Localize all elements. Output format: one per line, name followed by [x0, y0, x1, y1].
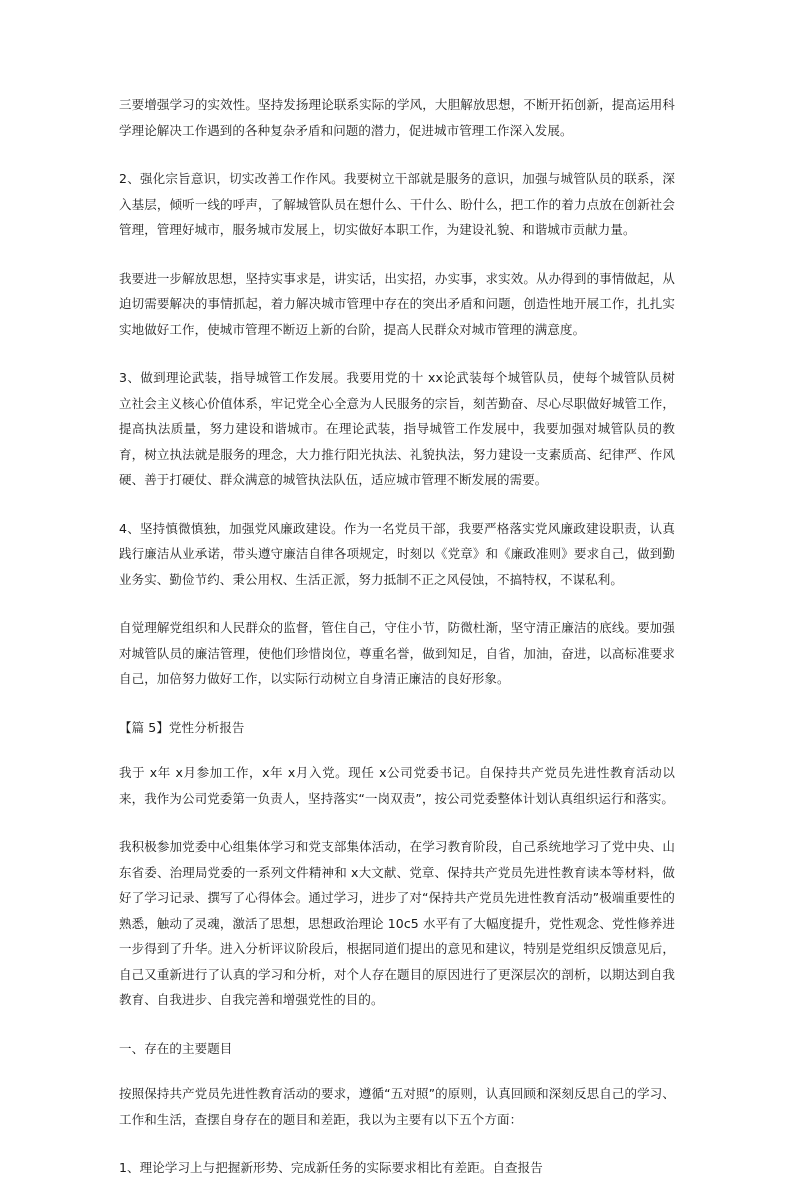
- section-heading-party-report: 【篇 5】党性分析报告: [119, 719, 245, 735]
- paragraph-five-aspects: 按照保持共产党员先进性教育活动的要求，遵循“五对照”的原则，认真回顾和深刻反思自己的学习、工作和生活，查摆自身存在的题目和差距，我以为主要有以下五个方面：: [119, 1086, 675, 1127]
- section-heading-main-problems: 一、存在的主要题目: [119, 1040, 233, 1056]
- paragraph-accept-supervision: 自觉理解党组织和人民群众的监督，管住自己，守住小节，防微杜渐，坚守清正廉洁的底线。要加强对城管队员的廉洁管理，使他们珍惜岗位，尊重名誉，做到知足，自省，加油，奋进，以高标准要求自己，加倍努力做好工作，以实际行动树立自身清正廉洁的良好形象。: [119, 620, 675, 686]
- paragraph-study-effectiveness: 三要增强学习的实效性。坚持发扬理论联系实际的学风，大胆解放思想，不断开拓创新，提高运用科学理论解决工作遇到的各种复杂矛盾和问题的潜力，促进城市管理工作深入发展。: [119, 97, 675, 138]
- paragraph-integrity-building: 4、坚持慎微慎独，加强党风廉政建设。作为一名党员干部，我要严格落实党风廉政建设职责，认真践行廉洁从业承诺，带头遵守廉洁自律各项规定，时刻以《党章》和《廉政准则》要求自己，做到勤业务实、勤俭节约、秉公用权、生活正派，努力抵制不正之风侵蚀，不搞特权，不谋私利。: [119, 520, 675, 587]
- paragraph-theory-armament: 3、做到理论武装，指导城管工作发展。我要用党的十 xx论武装每个城管队员，使每个城管队员树立社会主义核心价值体系，牢记党全心全意为人民服务的宗旨，刻苦勤奋、尽心尽职做好城管工作，提高执法质量，努力建设和谐城市。在理论武装，指导城管工作发展中，我要加强对城管队员的教育，树立执法就是服务的理念，大力推行阳光执法、礼貌执法，努力建设一支素质高、纪律严、作风硬、善于打硬仗、群众满意的城管执法队伍，适应城市管理不断发展的需要。: [119, 370, 675, 487]
- paragraph-theory-gap: 1、理论学习上与把握新形势、完成新任务的实际要求相比有差距。自查报告: [119, 1160, 543, 1175]
- paragraph-emancipate-mind: 我要进一步解放思想，坚持实事求是，讲实话，出实招，办实事，求实效。从办得到的事情做起，从迫切需要解决的事情抓起，着力解决城市管理中存在的突出矛盾和问题，创造性地开展工作，扎扎实实地做好工作，使城市管理不断迈上新的台阶，提高人民群众对城市管理的满意度。: [119, 270, 675, 337]
- paragraph-study-activities: 我积极参加党委中心组集体学习和党支部集体活动，在学习教育阶段，自己系统地学习了党中央、山东省委、治理局党委的一系列文件精神和 x大文献、党章、保持共产党员先进性教育读本等材料，做好了学习记录、撰写了心得体会。通过学习，进步了对“保持共产党员先进性教育活动”极端重要性的熟悉，触动了灵魂，激活了思想，思想政治理论 10c5 水平有了大幅度提升，党性观念、党性修养进一步得到了升华。进入分析评议阶段后，根据同道们提出的意见和建议，特别是党组织反馈意见后，自己又重新进行了认真的学习和分析，对个人存在题目的原因进行了更深层次的剖析，以期达到自我教育、自我进步、自我完善和增强党性的目的。: [119, 839, 675, 1007]
- paragraph-personal-intro: 我于 x年 x月参加工作，x年 x月入党。现任 x公司党委书记。自保持共产党员先进性教育活动以来，我作为公司党委第一负责人，坚持落实“一岗双责”，按公司党委整体计划认真组织运行和落实。: [119, 765, 675, 806]
- document-page: [119, 92, 675, 1204]
- paragraph-purpose-awareness: 2、强化宗旨意识，切实改善工作作风。我要树立干部就是服务的意识，加强与城管队员的联系，深入基层，倾听一线的呼声，了解城管队员在想什么、干什么、盼什么，把工作的着力点放在创新社会管理，管理好城市，服务城市发展上，切实做好本职工作，为建设礼貌、和谐城市贡献力量。: [119, 171, 675, 237]
